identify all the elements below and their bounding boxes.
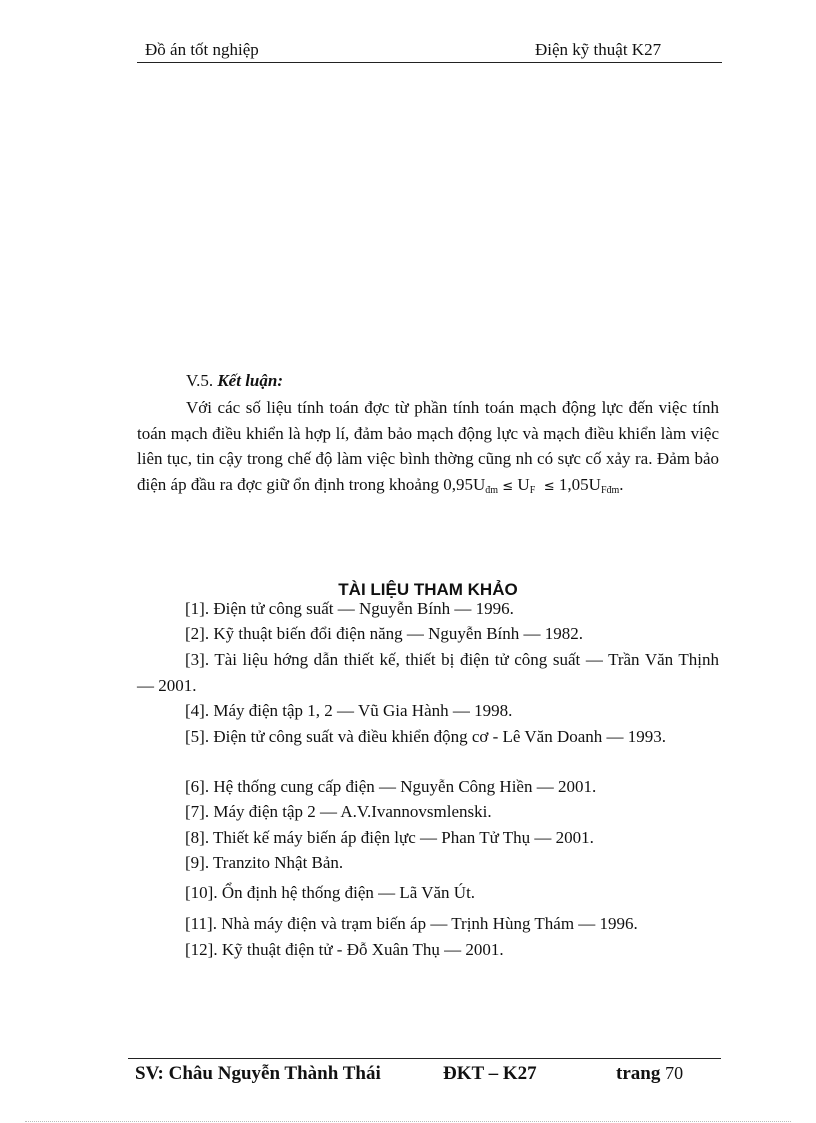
footer-page-label: trang	[616, 1063, 661, 1084]
reference-item: [4]. Máy điện tập 1, 2 — Vũ Gia Hành — 1998.	[185, 701, 513, 720]
section-number: V.5.	[186, 371, 214, 390]
footer-student-name: SV: Châu Nguyễn Thành Thái	[135, 1063, 381, 1084]
section-heading	[186, 371, 283, 391]
conclusion-end: .	[619, 474, 624, 494]
reference-item: [1]. Điện tử công suất — Nguyễn Bính — 1996.	[185, 599, 514, 618]
references-title: TÀI LIỆU THAM KHẢO	[338, 580, 518, 599]
reference-item: [7]. Máy điện tập 2 — A.V.Ivannovsmlenski.	[185, 802, 492, 821]
conclusion-paragraph	[137, 395, 719, 503]
footer-class: ĐKT – K27	[443, 1063, 537, 1084]
conclusion-uf: U	[513, 474, 530, 494]
footer-page	[616, 1063, 683, 1085]
page-footer	[128, 1058, 721, 1089]
reference-item: [12]. Kỹ thuật điện tử - Đỗ Xuân Thụ — 2001.	[185, 940, 504, 959]
footer-page-number: 70	[665, 1063, 684, 1083]
section-title: Kết luận:	[217, 371, 283, 390]
reference-item: [6]. Hệ thống cung cấp điện — Nguyễn Công Hiền — 2001.	[185, 777, 597, 796]
reference-item: [10]. Ổn định hệ thống điện — Lã Văn Út.	[185, 883, 476, 902]
reference-item: [5]. Điện tử công suất và điều khiển động cơ - Lê Văn Doanh — 1993.	[185, 727, 667, 746]
reference-item: [8]. Thiết kế máy biến áp điện lực — Phan Tử Thụ — 2001.	[185, 828, 594, 847]
conclusion-upper: 1,05U	[554, 474, 601, 494]
subscript-f: F	[529, 484, 536, 496]
reference-item: [2]. Kỹ thuật biến đổi điện năng — Nguyễn Bính — 1982.	[185, 624, 584, 643]
header-left-title: Đồ án tốt nghiệp	[145, 40, 259, 59]
subscript-dm: đm	[485, 484, 498, 496]
reference-item: [11]. Nhà máy điện và trạm biến áp — Trịnh Hùng Thám — 1996.	[185, 914, 638, 933]
reference-item: [9]. Tranzito Nhật Bản.	[185, 853, 344, 872]
conclusion-text: Với các số liệu tính toán đợc từ phần tính toán mạch động lực đến việc tính toán mạch điều khiển là hợp lí, đảm bảo mạch động lực và mạch điều khiển làm việc liên tục, tin cậy trong chế độ làm việc bình thờng cũng nh có sực cố xảy ra. Đảm bảo điện áp đầu ra đợc giữ ổn định trong khoảng 0,95U	[137, 398, 719, 494]
header-right-title: Điện kỹ thuật K27	[535, 40, 662, 59]
less-equal-symbol-2: ≤	[543, 478, 555, 494]
less-equal-symbol: ≤	[502, 478, 514, 494]
page-bottom-divider	[25, 1121, 791, 1122]
page-header	[137, 38, 722, 63]
reference-item: [3]. Tài liệu hớng dẫn thiết kế, thiết bị điện tử công suất — Trần Văn Thịnh — 2001.	[137, 650, 719, 695]
subscript-fdm: Fđm	[600, 484, 620, 496]
